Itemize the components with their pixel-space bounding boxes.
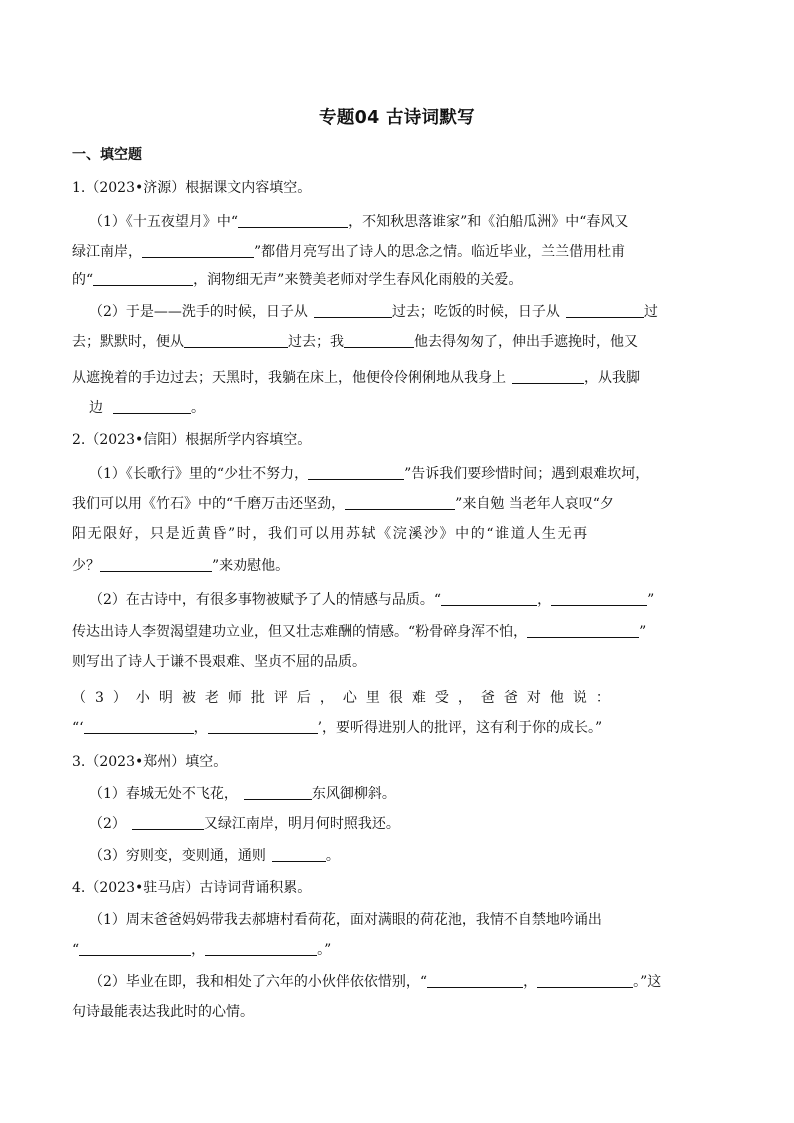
- answer-blank[interactable]: [113, 399, 191, 414]
- answer-blank[interactable]: [566, 303, 644, 318]
- answer-blank[interactable]: [142, 243, 254, 258]
- text-line: 我们可以用《竹石》中的“千磨万击还坚劲， ”来自勉 当老年人哀叹“夕: [72, 496, 614, 512]
- question-2: 2.（2023•信阳）根据所学内容填空。: [72, 432, 312, 448]
- answer-blank[interactable]: [238, 213, 348, 228]
- answer-blank[interactable]: [84, 719, 194, 734]
- answer-blank[interactable]: [308, 465, 404, 480]
- answer-blank[interactable]: [527, 623, 639, 638]
- answer-blank[interactable]: [427, 973, 523, 988]
- text-line: 去；默默时，便从 过去；我 他去得匆匆了，伸出手遮挽时，他又: [72, 334, 638, 350]
- text-line: 绿江南岸， ”都借月亮写出了诗人的思念之情。临近毕业，兰兰借用杜甫: [72, 244, 626, 260]
- question-4-part-2: （2）毕业在即，我和相处了六年的小伙伴依依惜别，“ ， 。”这: [89, 974, 662, 990]
- answer-blank[interactable]: [208, 719, 318, 734]
- text-line: “‘ ， ’，要听得进别人的批评，这有利于你的成长。”: [72, 720, 603, 736]
- page-title: 专题04 古诗词默写: [319, 108, 475, 128]
- question-1: 1.（2023•济源）根据课文内容填空。: [72, 180, 312, 196]
- answer-blank[interactable]: [272, 847, 326, 862]
- question-2-part-1: （1）《长歌行》里的“少壮不努力， ”告诉我们要珍惜时间；遇到艰难坎坷，: [89, 466, 650, 482]
- answer-blank[interactable]: [93, 271, 193, 286]
- question-1-part-2: （2）于是——洗手的时候，日子从 过去；吃饭的时候，日子从 过: [89, 304, 658, 320]
- text-line: 少？ ”来劝慰他。: [72, 558, 290, 574]
- question-3-part-1: （1）春城无处不飞花， 东风御柳斜。: [89, 786, 396, 802]
- answer-blank[interactable]: [244, 785, 312, 800]
- answer-blank[interactable]: [512, 369, 584, 384]
- text-line: 传达出诗人李贺渴望建功立业，但又壮志难酬的情感。“粉骨碎身浑不怕， ”: [72, 624, 647, 640]
- answer-blank[interactable]: [551, 591, 647, 606]
- answer-blank[interactable]: [132, 815, 204, 830]
- question-1-part-1: （1）《十五夜望月》中“ ，不知秋思落谁家”和《泊船瓜洲》中“春风又: [89, 214, 629, 230]
- question-3-part-2: （2） 又绿江南岸，明月何时照我还。: [89, 816, 400, 832]
- question-2-part-3: [72, 688, 704, 708]
- text-line: 边 。: [89, 400, 205, 416]
- text-line: 从遮挽着的手边过去；天黑时，我躺在床上，他便伶伶俐俐地从我身上 ，从我脚: [72, 370, 640, 386]
- question-3: 3.（2023•郑州）填空。: [72, 754, 228, 770]
- answer-blank[interactable]: [205, 941, 317, 956]
- text-line: “ ， 。”: [72, 942, 332, 958]
- answer-blank[interactable]: [100, 557, 212, 572]
- text-line: 则写出了诗人于谦不畏艰难、坚贞不屈的品质。: [72, 654, 366, 670]
- section-heading: 一、填空题: [72, 147, 142, 163]
- question-3-part-3: （3）穷则变，变则通，通则 。: [89, 848, 340, 864]
- question-4-part-1: （1）周末爸爸妈妈带我去郝塘村看荷花，面对满眼的荷花池，我情不自禁地吟诵出: [89, 912, 602, 928]
- answer-blank[interactable]: [537, 973, 633, 988]
- text-line: 的“ ，润物细无声”来赞美老师对学生春风化雨般的关爱。: [72, 272, 523, 288]
- justified-text: （3）小明被老师批评后，心里很难受，爸爸对他说：: [72, 690, 619, 706]
- answer-blank[interactable]: [344, 333, 414, 348]
- answer-blank[interactable]: [314, 303, 392, 318]
- answer-blank[interactable]: [441, 591, 537, 606]
- question-4: 4.（2023•驻马店）古诗词背诵积累。: [72, 880, 312, 896]
- text-line: 阳无限好，只是近黄昏”时，我们可以用苏轼《浣溪沙》中的“谁道人生无再: [72, 526, 589, 542]
- text-line: 句诗最能表达我此时的心情。: [72, 1004, 254, 1020]
- question-2-part-2: （2）在古诗中，有很多事物被赋予了人的情感与品质。“ ， ”: [89, 592, 655, 608]
- answer-blank[interactable]: [184, 333, 288, 348]
- answer-blank[interactable]: [345, 495, 455, 510]
- answer-blank[interactable]: [79, 941, 191, 956]
